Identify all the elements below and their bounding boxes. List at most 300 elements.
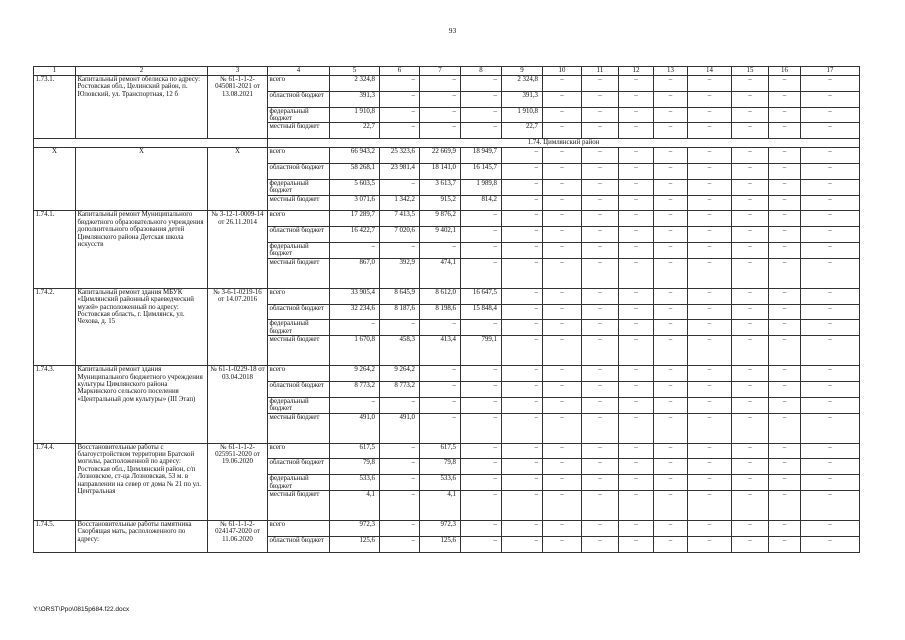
funding-source-cell: всего (268, 148, 330, 164)
value-cell: 22 669,9 (420, 148, 461, 164)
value-cell: – (380, 107, 420, 123)
value-cell: – (502, 288, 543, 304)
value-cell: – (461, 76, 502, 92)
column-number-header: 9 (502, 67, 543, 76)
value-cell: – (502, 491, 543, 521)
value-cell: – (619, 123, 654, 139)
value-cell: – (801, 148, 860, 164)
budget-table (33, 66, 860, 553)
value-cell: 8 645,9 (380, 288, 420, 304)
value-cell: – (619, 243, 654, 259)
value-cell: – (654, 366, 688, 382)
value-cell: – (380, 91, 420, 107)
value-cell: 7 413,5 (380, 211, 420, 227)
value-cell: – (801, 491, 860, 521)
value-cell: – (420, 107, 461, 123)
funding-source-cell: местный бюджет (268, 491, 330, 521)
value-cell: – (769, 148, 801, 164)
value-cell: – (654, 91, 688, 107)
value-cell: – (688, 475, 732, 491)
value-cell: – (688, 382, 732, 398)
value-cell: – (582, 397, 619, 413)
value-cell: 9 402,1 (420, 227, 461, 243)
value-cell: – (420, 123, 461, 139)
value-cell: 474,1 (420, 258, 461, 288)
value-cell: – (688, 164, 732, 180)
value-cell: – (461, 536, 502, 552)
value-cell: – (801, 195, 860, 211)
value-cell: – (619, 413, 654, 443)
document-cell: № 61-1-0229-18 от 03.04.2018 (208, 366, 268, 443)
value-cell: 867,0 (330, 258, 380, 288)
value-cell: – (380, 243, 420, 259)
value-cell: – (769, 443, 801, 459)
column-number-header: 14 (688, 67, 732, 76)
value-cell: – (732, 443, 769, 459)
funding-source-cell: всего (268, 366, 330, 382)
value-cell: – (380, 443, 420, 459)
value-cell: – (769, 179, 801, 195)
value-cell: – (769, 336, 801, 366)
value-cell: – (582, 366, 619, 382)
value-cell: – (582, 195, 619, 211)
value-cell: 8 187,6 (380, 304, 420, 320)
value-cell: 8 773,2 (330, 382, 380, 398)
value-cell: – (582, 76, 619, 92)
value-cell: – (582, 521, 619, 537)
item-number-cell: 1.74.1. (34, 211, 76, 288)
value-cell: 8 773,2 (380, 382, 420, 398)
column-number-header: 16 (769, 67, 801, 76)
value-cell: – (582, 475, 619, 491)
funding-source-cell: областной бюджет (268, 536, 330, 552)
funding-source-cell: областной бюджет (268, 164, 330, 180)
column-number-header: 6 (380, 67, 420, 76)
value-cell: – (654, 211, 688, 227)
value-cell: – (619, 179, 654, 195)
item-number-cell: 1.73.1. (34, 76, 76, 139)
value-cell: – (502, 443, 543, 459)
value-cell: – (543, 382, 582, 398)
page-number: 93 (448, 26, 457, 35)
value-cell: – (543, 148, 582, 164)
value-cell: – (582, 123, 619, 139)
value-cell: 33 905,4 (330, 288, 380, 304)
item-number-cell: Х (34, 148, 76, 211)
value-cell: – (801, 258, 860, 288)
table-row (34, 211, 860, 227)
value-cell: – (461, 475, 502, 491)
value-cell: – (688, 91, 732, 107)
column-number-header: 5 (330, 67, 380, 76)
value-cell: – (688, 521, 732, 537)
value-cell: – (732, 382, 769, 398)
value-cell: – (420, 413, 461, 443)
value-cell: – (543, 521, 582, 537)
value-cell: 9 876,2 (420, 211, 461, 227)
value-cell: – (619, 76, 654, 92)
value-cell: – (732, 164, 769, 180)
value-cell: 16 422,7 (330, 227, 380, 243)
value-cell: – (619, 164, 654, 180)
value-cell: – (688, 320, 732, 336)
value-cell: – (801, 336, 860, 366)
value-cell: 533,6 (330, 475, 380, 491)
value-cell: 1 670,8 (330, 336, 380, 366)
value-cell: – (582, 320, 619, 336)
value-cell: 8 198,6 (420, 304, 461, 320)
value-cell: – (732, 336, 769, 366)
document-cell: № 61-1-1-2-025951-2020 от 19.06.2020 (208, 443, 268, 520)
value-cell: 58 268,1 (330, 164, 380, 180)
value-cell: – (769, 397, 801, 413)
value-cell: – (654, 227, 688, 243)
value-cell: – (420, 243, 461, 259)
funding-source-cell: местный бюджет (268, 413, 330, 443)
value-cell: – (769, 164, 801, 180)
value-cell: – (461, 107, 502, 123)
funding-source-cell: всего (268, 76, 330, 92)
funding-source-cell: федеральный бюджет (268, 107, 330, 123)
value-cell: 15 848,4 (461, 304, 502, 320)
value-cell: – (502, 179, 543, 195)
value-cell: – (801, 413, 860, 443)
column-number-header: 8 (461, 67, 502, 76)
value-cell: 32 234,6 (330, 304, 380, 320)
value-cell: – (801, 288, 860, 304)
object-name-cell: Капитальный ремонт здания МБУК «Цимлянский районный краеведческий музей» расположенный по адресу: Ростовская область, г. Цимлянск, ул. Чехова, д. 15 (76, 288, 208, 365)
value-cell: – (654, 258, 688, 288)
value-cell: – (543, 76, 582, 92)
value-cell: – (543, 491, 582, 521)
value-cell: – (732, 211, 769, 227)
funding-source-cell: местный бюджет (268, 195, 330, 211)
value-cell: – (582, 536, 619, 552)
value-cell: – (801, 179, 860, 195)
value-cell: – (801, 320, 860, 336)
value-cell: – (732, 123, 769, 139)
value-cell: – (654, 336, 688, 366)
value-cell: – (654, 491, 688, 521)
funding-source-cell: областной бюджет (268, 227, 330, 243)
value-cell: – (769, 107, 801, 123)
value-cell: – (688, 459, 732, 475)
value-cell: – (543, 107, 582, 123)
value-cell: – (461, 397, 502, 413)
value-cell: – (543, 258, 582, 288)
value-cell: – (732, 521, 769, 537)
value-cell: – (543, 320, 582, 336)
value-cell: – (582, 258, 619, 288)
value-cell: – (582, 459, 619, 475)
value-cell: – (619, 459, 654, 475)
value-cell: – (502, 397, 543, 413)
value-cell: – (801, 243, 860, 259)
value-cell: – (502, 536, 543, 552)
value-cell: 391,3 (330, 91, 380, 107)
value-cell: – (801, 366, 860, 382)
value-cell: 79,8 (330, 459, 380, 475)
value-cell: – (543, 123, 582, 139)
value-cell: – (732, 91, 769, 107)
value-cell: 3 071,6 (330, 195, 380, 211)
value-cell: 491,0 (380, 413, 420, 443)
funding-source-cell: всего (268, 211, 330, 227)
funding-source-cell: местный бюджет (268, 123, 330, 139)
value-cell: – (380, 320, 420, 336)
value-cell: – (420, 397, 461, 413)
value-cell: – (330, 320, 380, 336)
value-cell: – (801, 123, 860, 139)
funding-source-cell: федеральный бюджет (268, 243, 330, 259)
value-cell: – (380, 179, 420, 195)
value-cell: – (380, 536, 420, 552)
value-cell: – (732, 304, 769, 320)
value-cell: 617,5 (330, 443, 380, 459)
value-cell: – (801, 536, 860, 552)
value-cell: – (619, 227, 654, 243)
value-cell: 458,3 (380, 336, 420, 366)
value-cell: – (769, 123, 801, 139)
value-cell: – (688, 413, 732, 443)
value-cell: – (543, 304, 582, 320)
funding-source-cell: местный бюджет (268, 336, 330, 366)
value-cell: – (619, 366, 654, 382)
value-cell: – (732, 195, 769, 211)
value-cell: – (688, 76, 732, 92)
value-cell: 1 910,8 (330, 107, 380, 123)
file-path-footer: Y:\ORST\Ppo\0815p684.f22.docx (33, 606, 130, 613)
funding-source-cell: областной бюджет (268, 459, 330, 475)
value-cell: – (543, 179, 582, 195)
table-row (34, 76, 860, 92)
column-number-header: 17 (801, 67, 860, 76)
value-cell: – (654, 76, 688, 92)
value-cell: – (543, 475, 582, 491)
value-cell: – (582, 336, 619, 366)
value-cell: – (654, 288, 688, 304)
funding-source-cell: всего (268, 443, 330, 459)
value-cell: – (654, 475, 688, 491)
value-cell: 814,2 (461, 195, 502, 211)
value-cell: 1 989,8 (461, 179, 502, 195)
column-number-header: 2 (76, 67, 208, 76)
value-cell: 2 324,8 (330, 76, 380, 92)
value-cell: – (582, 443, 619, 459)
value-cell: – (380, 76, 420, 92)
funding-source-cell: федеральный бюджет (268, 179, 330, 195)
value-cell: 18 949,7 (461, 148, 502, 164)
value-cell: – (619, 288, 654, 304)
value-cell: – (654, 320, 688, 336)
value-cell: – (769, 76, 801, 92)
value-cell: – (654, 179, 688, 195)
value-cell: 799,1 (461, 336, 502, 366)
value-cell: – (732, 148, 769, 164)
value-cell: – (619, 336, 654, 366)
value-cell: 125,6 (420, 536, 461, 552)
value-cell: – (502, 304, 543, 320)
value-cell: – (461, 211, 502, 227)
value-cell: – (688, 123, 732, 139)
column-number-header: 1 (34, 67, 76, 76)
value-cell: 16 145,7 (461, 164, 502, 180)
value-cell: – (543, 288, 582, 304)
object-name-cell: Капитальный ремонт обелиска по адресу: Ростовская обл., Целинский район, п. Юловский, ул. Транспортная, 12 б (76, 76, 208, 139)
value-cell: – (582, 179, 619, 195)
value-cell: – (688, 227, 732, 243)
value-cell: 391,3 (502, 91, 543, 107)
value-cell: – (582, 227, 619, 243)
value-cell: – (502, 258, 543, 288)
value-cell: – (769, 195, 801, 211)
value-cell: – (380, 397, 420, 413)
value-cell: – (688, 195, 732, 211)
value-cell: – (801, 459, 860, 475)
funding-source-cell: федеральный бюджет (268, 397, 330, 413)
object-name-cell: Капитальный ремонт Муниципального бюджетного образовательного учреждения дополнительного образования детей Цимлянского района Детская школа искусств (76, 211, 208, 288)
value-cell: – (543, 227, 582, 243)
value-cell: – (801, 443, 860, 459)
value-cell: – (688, 288, 732, 304)
value-cell: – (461, 459, 502, 475)
value-cell: 972,3 (330, 521, 380, 537)
value-cell: – (732, 179, 769, 195)
value-cell: 1 342,2 (380, 195, 420, 211)
value-cell: – (330, 397, 380, 413)
funding-source-cell: областной бюджет (268, 304, 330, 320)
value-cell: – (732, 76, 769, 92)
value-cell: – (502, 243, 543, 259)
value-cell: – (582, 382, 619, 398)
value-cell: 4,1 (330, 491, 380, 521)
document-cell: № 3-6-1-0219-16 от 14.07.2016 (208, 288, 268, 365)
value-cell: – (461, 258, 502, 288)
document-cell: № 3-12-1-0009-14 от 26.11.2014 (208, 211, 268, 288)
value-cell: – (801, 304, 860, 320)
table-row (34, 148, 860, 164)
value-cell: – (688, 211, 732, 227)
value-cell: – (582, 164, 619, 180)
value-cell: – (619, 304, 654, 320)
value-cell: – (801, 227, 860, 243)
funding-source-cell: федеральный бюджет (268, 475, 330, 491)
value-cell: – (732, 107, 769, 123)
value-cell: – (769, 536, 801, 552)
value-cell: – (543, 211, 582, 227)
column-number-header: 13 (654, 67, 688, 76)
object-name-cell: Х (76, 148, 208, 211)
value-cell: – (543, 366, 582, 382)
table-row (34, 288, 860, 304)
value-cell: – (801, 211, 860, 227)
value-cell: – (502, 336, 543, 366)
value-cell: – (801, 397, 860, 413)
value-cell: – (654, 521, 688, 537)
value-cell: – (688, 243, 732, 259)
value-cell: – (654, 382, 688, 398)
value-cell: – (769, 320, 801, 336)
value-cell: – (543, 336, 582, 366)
value-cell: – (619, 491, 654, 521)
object-name-cell: Восстановительные работы с благоустройством территории Братской могилы, расположенной по адресу: Ростовская обл., Цимлянский район, с/п Лозновское, ст-ца Лозновская, 53 м. в направлении на север от дома № 21 по ул. Центральная (76, 443, 208, 520)
value-cell: 617,5 (420, 443, 461, 459)
value-cell: – (380, 521, 420, 537)
value-cell: – (619, 536, 654, 552)
value-cell: – (502, 164, 543, 180)
value-cell: 2 324,8 (502, 76, 543, 92)
value-cell: – (732, 288, 769, 304)
value-cell: – (380, 459, 420, 475)
value-cell: – (769, 91, 801, 107)
value-cell: – (461, 227, 502, 243)
value-cell: 22,7 (330, 123, 380, 139)
value-cell: – (502, 475, 543, 491)
value-cell: 66 943,2 (330, 148, 380, 164)
value-cell: – (582, 91, 619, 107)
funding-source-cell: областной бюджет (268, 382, 330, 398)
value-cell: 972,3 (420, 521, 461, 537)
value-cell: – (619, 382, 654, 398)
section-title: 1.74. Цимлянский район (268, 139, 860, 148)
value-cell: – (654, 397, 688, 413)
value-cell: – (654, 164, 688, 180)
value-cell: – (380, 123, 420, 139)
column-number-header: 12 (619, 67, 654, 76)
value-cell: – (654, 195, 688, 211)
value-cell: – (582, 243, 619, 259)
value-cell: – (461, 521, 502, 537)
value-cell: – (543, 397, 582, 413)
value-cell: – (619, 211, 654, 227)
object-name-cell: Капитальный ремонт здания Муниципального бюджетного учреждения культуры Цимлянского района Маркинского сельского поселения «Центральный дом культуры» (III Этап) (76, 366, 208, 443)
value-cell: – (582, 107, 619, 123)
object-name-cell: Восстановительные работы памятника Скорбящая мать, расположенного по адресу: (76, 521, 208, 553)
value-cell: – (732, 491, 769, 521)
value-cell: – (330, 243, 380, 259)
value-cell: – (582, 491, 619, 521)
value-cell: – (801, 76, 860, 92)
value-cell: – (688, 397, 732, 413)
value-cell: – (582, 211, 619, 227)
value-cell: – (688, 336, 732, 366)
value-cell: – (688, 491, 732, 521)
column-number-header: 3 (208, 67, 268, 76)
value-cell: – (582, 304, 619, 320)
value-cell: – (619, 475, 654, 491)
value-cell: 17 289,7 (330, 211, 380, 227)
column-number-header: 10 (543, 67, 582, 76)
value-cell: – (619, 91, 654, 107)
value-cell: – (654, 443, 688, 459)
value-cell: – (769, 366, 801, 382)
value-cell: – (502, 413, 543, 443)
value-cell: 125,6 (330, 536, 380, 552)
value-cell: – (769, 521, 801, 537)
funding-source-cell: всего (268, 521, 330, 537)
value-cell: – (732, 459, 769, 475)
value-cell: – (769, 304, 801, 320)
value-cell: – (582, 413, 619, 443)
header-row (34, 67, 860, 76)
value-cell: – (688, 179, 732, 195)
value-cell: – (420, 320, 461, 336)
section-spacer-cell (34, 139, 268, 148)
value-cell: – (769, 227, 801, 243)
value-cell: – (769, 211, 801, 227)
funding-source-cell: всего (268, 288, 330, 304)
value-cell: – (461, 443, 502, 459)
